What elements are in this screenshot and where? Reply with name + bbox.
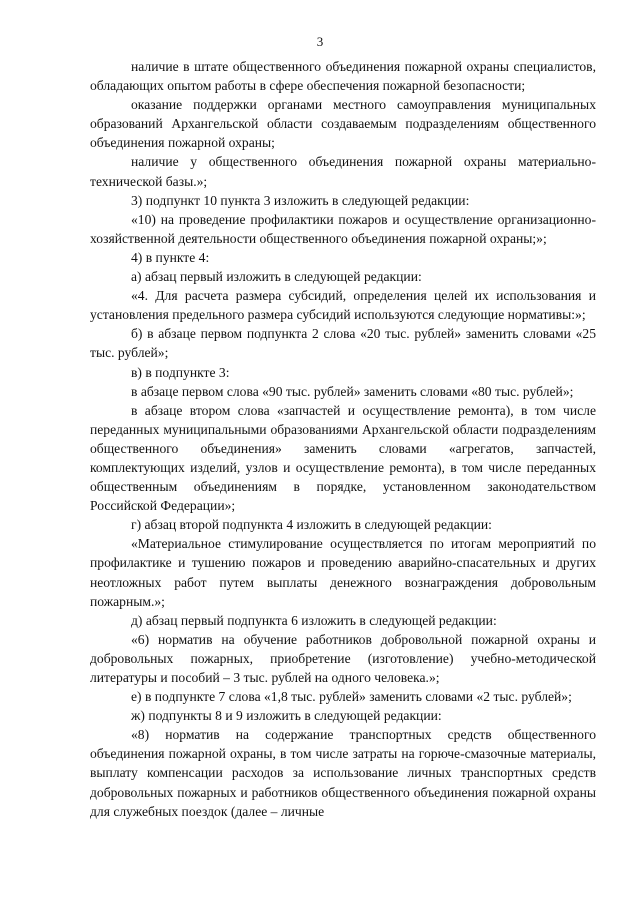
paragraph: г) абзац второй подпункта 4 изложить в следующей редакции: [131,517,492,533]
paragraph: 3) подпункт 10 пункта 3 изложить в следующей редакции: [131,192,470,208]
paragraph: «8) норматив на содержание транспортных средств общественного объединения пожарной охраны, в том числе затраты на горюче-смазочные материалы, выплату компенсации расходов за использование личных транспортных средств добровольных пожарных и работников общественного объединения пожарной охраны для служебных поездок (далее – личные [90,727,596,819]
paragraph: «6) норматив на обучение работников добровольной пожарной охраны и добровольных пожарных, приобретение (изготовление) учебно-методической литературы и пособий – 3 тыс. рублей на одного человека.»; [90,631,596,685]
page-number: 3 [316,34,324,49]
paragraph: б) в абзаце первом подпункта 2 слова «20 тыс. рублей» заменить словами «25 тыс. рублей»; [90,326,596,361]
paragraph: в абзаце втором слова «запчастей и осуществление ремонта), в том числе переданных муниципальными образованиями Архангельской области подразделениям общественного объединения» заменить словами «агрегатов, запчастей, комплектующих изделий, узлов и осуществление ремонта), в том числе переданных общественным объединениям в порядке, установленном законодательством Российской Федерации»; [90,402,596,514]
paragraph: в) в подпункте 3: [131,364,230,380]
paragraph: д) абзац первый подпункта 6 изложить в следующей редакции: [131,612,497,628]
document-body [90,57,596,821]
paragraph: а) абзац первый изложить в следующей редакции: [131,269,422,285]
paragraph: наличие у общественного объединения пожарной охраны материально-технической базы.»; [90,154,596,189]
paragraph: «4. Для расчета размера субсидий, определения целей их использования и установления предельного размера субсидий используются следующие нормативы:»; [90,288,596,323]
paragraph: наличие в штате общественного объединения пожарной охраны специалистов, обладающих опытом работы в сфере обеспечения пожарной безопасности; [90,59,596,94]
paragraph: «Материальное стимулирование осуществляется по итогам мероприятий по профилактике и тушению пожаров и проведению аварийно-спасательных и других неотложных работ путем выплаты денежного вознаграждения добровольным пожарным.»; [90,536,596,609]
paragraph: ж) подпункты 8 и 9 изложить в следующей редакции: [131,708,442,724]
paragraph: «10) на проведение профилактики пожаров и осуществление организационно-хозяйственной деятельности общественного объединения пожарной охраны;»; [90,211,596,246]
paragraph: 4) в пункте 4: [131,249,210,265]
paragraph: в абзаце первом слова «90 тыс. рублей» заменить словами «80 тыс. рублей»; [131,383,574,399]
paragraph: е) в подпункте 7 слова «1,8 тыс. рублей» заменить словами «2 тыс. рублей»; [131,689,572,705]
paragraph: оказание поддержки органами местного самоуправления муниципальных образований Архангельской области создаваемым подразделениям общественного объединения пожарной охраны; [90,97,596,151]
